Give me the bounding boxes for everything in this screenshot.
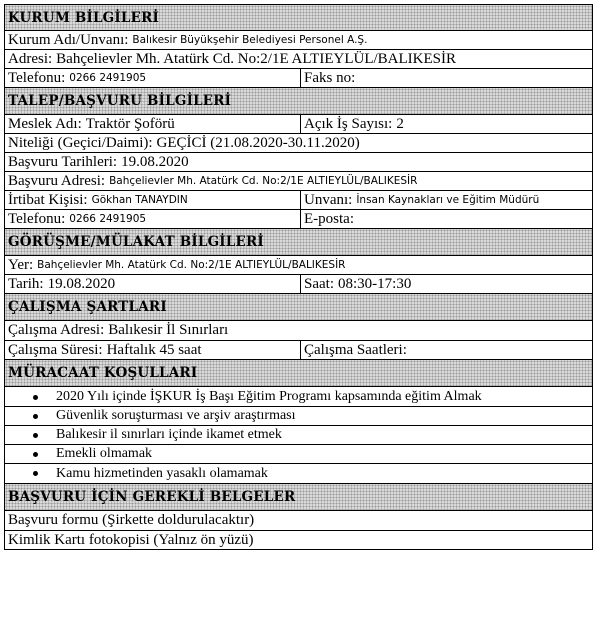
gorusme-date-row (4, 275, 593, 294)
section-header-talep (4, 88, 593, 115)
talep-contact-row (4, 191, 593, 210)
field-label: Açık İş Sayısı: (304, 115, 393, 132)
bullet-icon (33, 433, 38, 438)
section-title: TALEP/BAŞVURU BİLGİLERİ (8, 93, 232, 109)
field-label: Meslek Adı: (8, 115, 82, 132)
field-label: Telefonu: (8, 210, 66, 227)
field-label: Çalışma Süresi: (8, 341, 103, 358)
field-label: Adresi: (8, 50, 53, 67)
talep-dates-row (4, 153, 593, 172)
bullet-icon (33, 471, 38, 476)
talep-job-row (4, 115, 593, 134)
contact-person-value: Gökhan TANAYDIN (91, 194, 188, 206)
talep-nature-row (4, 134, 593, 153)
section-header-muracaat (4, 360, 593, 387)
section-header-kurum (4, 4, 593, 31)
job-name-value: Traktör Şoförü (85, 115, 175, 132)
field-label: Saat: (304, 275, 334, 292)
kurum-address-row (4, 50, 593, 69)
section-title: ÇALIŞMA ŞARTLARI (8, 299, 167, 315)
conditions-list (4, 387, 593, 484)
section-header-calisma (4, 294, 593, 321)
openings-value: 2 (396, 115, 404, 132)
talep-phone-value: 0266 2491905 (69, 213, 147, 225)
work-address-value: Balıkesir İl Sınırları (108, 322, 229, 338)
section-title: KURUM BİLGİLERİ (8, 9, 160, 26)
list-item: 2020 Yılı içinde İŞKUR İş Başı Eğitim Programı kapsamında eğitim Almak (5, 388, 592, 407)
section-title: MÜRACAAT KOŞULLARI (8, 365, 198, 381)
field-label: Yer: (8, 256, 34, 273)
list-item: Kamu hizmetinden yasaklı olamamak (5, 464, 592, 483)
document-item-text: Başvuru formu (Şirkette doldurulacaktır) (8, 512, 255, 528)
field-label: Kurum Adı/Unvanı: (8, 31, 129, 48)
field-label: Tarih: (8, 275, 44, 292)
application-address-value: Bahçelievler Mh. Atatürk Cd. No:2/1E ALTIEYLÜL/BALIKESİR (109, 175, 418, 187)
section-title: GÖRÜŞME/MÜLAKAT BİLGİLERİ (8, 234, 264, 250)
document-item (4, 531, 593, 550)
contact-title-value: İnsan Kaynakları ve Eğitim Müdürü (356, 194, 540, 206)
field-label: Çalışma Saatleri: (304, 341, 407, 358)
field-label: Telefonu: (8, 69, 66, 86)
talep-address-row (4, 172, 593, 191)
bullet-icon (33, 452, 38, 457)
kurum-address-value: Bahçelievler Mh. Atatürk Cd. No:2/1E ALTIEYLÜL/BALIKESİR (56, 50, 456, 67)
list-item: Güvenlik soruşturması ve arşiv araştırması (5, 407, 592, 426)
document-item-text: Kimlik Kartı fotokopisi (Yalnız ön yüzü) (8, 531, 254, 548)
calisma-duration-row (4, 341, 593, 360)
work-duration-value: Haftalık 45 saat (106, 341, 202, 358)
nature-value: GEÇİCİ (21.08.2020-30.11.2020) (156, 134, 360, 151)
kurum-phone-row (4, 69, 593, 88)
list-item: Emekli olmamak (5, 445, 592, 464)
calisma-address-row (4, 321, 593, 341)
field-label: Çalışma Adresi: (8, 322, 105, 338)
field-label: E-posta: (304, 210, 354, 227)
interview-place-value: Bahçelievler Mh. Atatürk Cd. No:2/1E ALTIEYLÜL/BALIKESİR (37, 259, 346, 271)
document-item (4, 511, 593, 531)
gorusme-place-row (4, 256, 593, 275)
bullet-icon (33, 395, 38, 400)
job-posting-document (4, 4, 593, 550)
field-label: İrtibat Kişisi: (8, 191, 88, 208)
interview-date-value: 19.08.2020 (47, 275, 116, 292)
list-item: Balıkesir il sınırları içinde ikamet etmek (5, 426, 592, 445)
kurum-phone-value: 0266 2491905 (69, 72, 147, 84)
section-title: BAŞVURU İÇİN GEREKLİ BELGELER (8, 489, 296, 505)
field-label: Unvanı: (304, 191, 353, 208)
dates-value: 19.08.2020 (121, 153, 189, 170)
interview-time-value: 08:30-17:30 (338, 275, 412, 292)
bullet-icon (33, 414, 38, 419)
field-label: Başvuru Tarihleri: (8, 153, 118, 170)
field-label: Niteliği (Geçici/Daimi): (8, 134, 153, 151)
field-label: Başvuru Adresi: (8, 172, 106, 189)
kurum-name-row (4, 31, 593, 50)
field-label: Faks no: (304, 69, 356, 86)
section-header-belgeler (4, 484, 593, 511)
kurum-name-value: Balıkesir Büyükşehir Belediyesi Personel A.Ş. (132, 34, 368, 46)
section-header-gorusme (4, 229, 593, 256)
talep-phone-row (4, 210, 593, 229)
